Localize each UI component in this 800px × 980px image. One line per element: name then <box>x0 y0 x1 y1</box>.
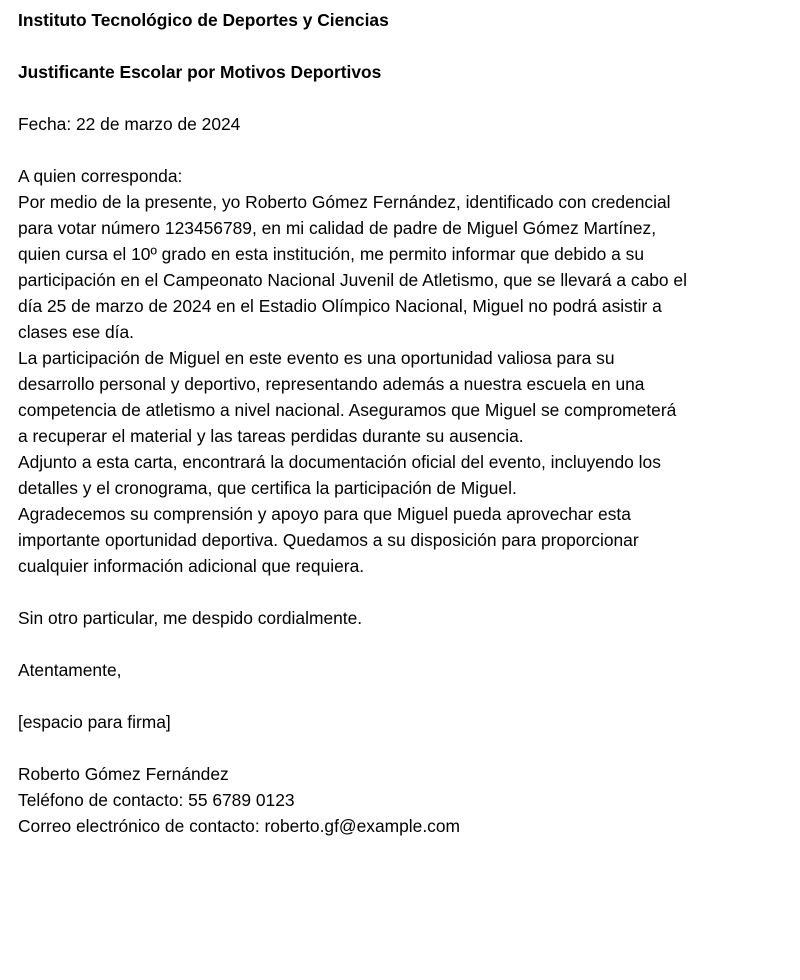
paragraph-line: cualquier información adicional que requiera. <box>18 556 365 576</box>
paragraph-line: participación en el Campeonato Nacional Juvenil de Atletismo, que se llevará a cabo el <box>18 270 687 290</box>
paragraph-line: clases ese día. <box>18 322 135 342</box>
paragraph-line: día 25 de marzo de 2024 en el Estadio Olímpico Nacional, Miguel no podrá asistir a <box>18 296 662 316</box>
valediction: Atentamente, <box>18 660 122 680</box>
body-paragraph-4 <box>18 501 782 579</box>
body-paragraph-3 <box>18 449 782 501</box>
paragraph-line: Por medio de la presente, yo Roberto Gómez Fernández, identificado con credencial <box>18 192 671 212</box>
paragraph-line: Adjunto a esta carta, encontrará la documentación oficial del evento, incluyendo los <box>18 452 661 472</box>
signer-email: Correo electrónico de contacto: roberto.gf@example.com <box>18 816 461 836</box>
body-paragraph-2 <box>18 345 782 449</box>
paragraph-line: para votar número 123456789, en mi calidad de padre de Miguel Gómez Martínez, <box>18 218 657 238</box>
paragraph-line: detalles y el cronograma, que certifica la participación de Miguel. <box>18 478 517 498</box>
letter-date: Fecha: 22 de marzo de 2024 <box>18 114 241 134</box>
body-paragraph-1 <box>18 189 782 345</box>
paragraph-line: desarrollo personal y deportivo, representando además a nuestra escuela en una <box>18 374 645 394</box>
paragraph-line: quien cursa el 10º grado en esta institución, me permito informar que debido a su <box>18 244 645 264</box>
institution-name: Instituto Tecnológico de Deportes y Ciencias <box>18 10 389 30</box>
paragraph-line: competencia de atletismo a nivel nacional. Aseguramos que Miguel se comprometerá <box>18 400 677 420</box>
paragraph-line: a recuperar el material y las tareas perdidas durante su ausencia. <box>18 426 524 446</box>
closing-line: Sin otro particular, me despido cordialmente. <box>18 608 363 628</box>
document-title: Justificante Escolar por Motivos Deportivos <box>18 62 382 82</box>
paragraph-line: La participación de Miguel en este evento es una oportunidad valiosa para su <box>18 348 615 368</box>
salutation: A quien corresponda: <box>18 166 183 186</box>
signer-phone: Teléfono de contacto: 55 6789 0123 <box>18 790 295 810</box>
signer-name: Roberto Gómez Fernández <box>18 764 229 784</box>
paragraph-line: importante oportunidad deportiva. Quedamos a su disposición para proporcionar <box>18 530 639 550</box>
paragraph-line: Agradecemos su comprensión y apoyo para que Miguel pueda aprovechar esta <box>18 504 631 524</box>
signature-placeholder: [espacio para firma] <box>18 712 171 732</box>
